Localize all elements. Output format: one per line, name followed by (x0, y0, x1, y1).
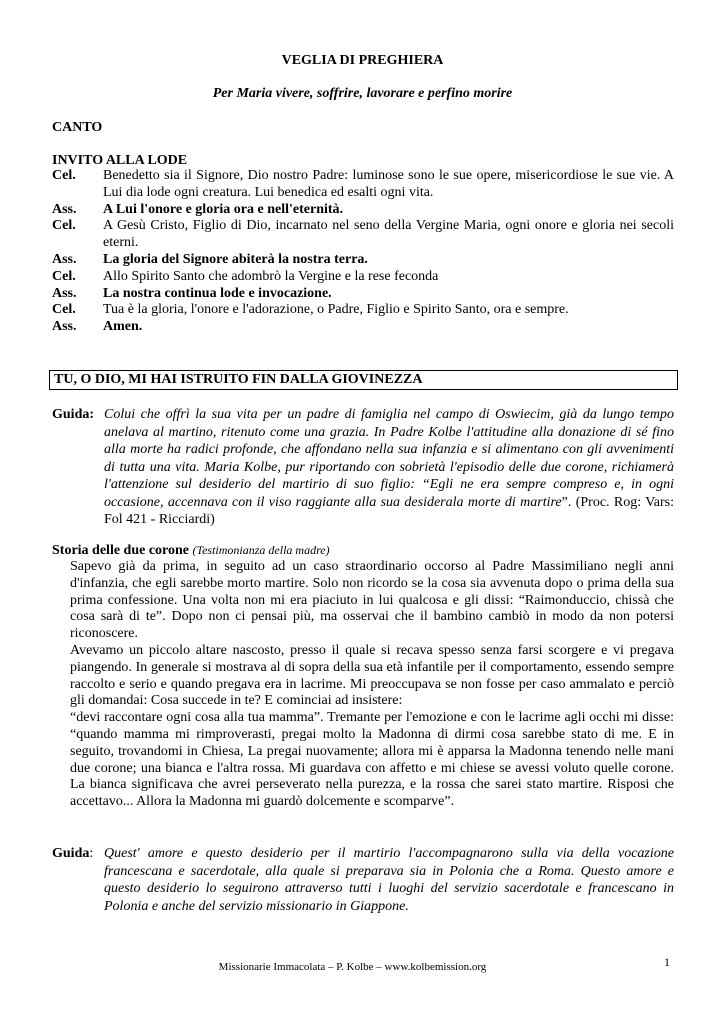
storia-paragraph: “devi raccontare ogni cosa alla tua mamma”. Tremante per l'emozione e con le lacrime agli occhi mi disse: “quando mamma mi rimproverasti, pregai molto la Madonna di dirmi cosa sarebbe stato di me. E in seguito, trovandomi in Chiesa, La pregai nuovamente; allora mi è apparsa la Madonna tenendo nelle mani due corone; una bianca e l'altra rossa. Mi guardava con affetto e mi chiese se avessi voluto quelle corone. La bianca significava che avrei perseverato nella purezza, e la rossa che sarei stato martire. Risposi che accettavo... Allora la Madonna mi guardò dolcemente e scomparve”. (70, 710, 674, 810)
document-title: VEGLIA DI PREGHIERA (281, 53, 444, 68)
litany-text: Allo Spirito Santo che adombrò la Vergine e la rese feconda (103, 268, 439, 284)
speaker: Cel. (52, 168, 76, 183)
litany-text: Amen. (103, 319, 143, 335)
litany-line (52, 269, 674, 286)
document-subtitle: Per Maria vivere, soffrire, lavorare e perfino morire (212, 86, 513, 101)
litany-text: La gloria del Signore abiterà la nostra terra. (103, 251, 368, 267)
litany-line (52, 302, 674, 319)
speaker: Ass. (52, 319, 77, 335)
litany-text: La nostra continua lode e invocazione. (103, 285, 332, 301)
guida-label (52, 845, 104, 915)
storia-title: Storia delle due corone (52, 543, 190, 558)
guida-text: Quest' amore e questo desiderio per il martirio l'accompagnarono sulla via della vocazione francescana e sacerdotale, alla quale si preparava sia in Polonia che a Roma. Questo amore e questo desiderio lo seguirono attraverso tutti i luoghi del servizio sacerdotale e francescano in Polonia e anche del servizio missionario in Giappone. (104, 846, 674, 914)
litany-line (52, 218, 674, 252)
canto-heading: CANTO (52, 120, 103, 135)
guida-text (104, 406, 674, 529)
litany-text: A Gesù Cristo, Figlio di Dio, incarnato nel seno della Vergine Maria, ogni onore e gloria nei secoli eterni. (103, 218, 674, 251)
guida-colon: : (89, 846, 94, 861)
guida-label-text: Guida (52, 846, 90, 861)
litany-text: Tua è la gloria, l'onore e l'adorazione, o Padre, Figlio e Spirito Santo, ora e sempre. (103, 302, 569, 318)
guida-quote: Colui che offrì la sua vita per un padre di famiglia nel campo di Oswiecim, già da lungo tempo anelava al martino, ritenuto come una grazia. In Padre Kolbe l'attitudine alla donazione di sé fino alla morte ha radici profonde, che affondano nella sua infanzia e si alimentano con gli avvenimenti di tutta una vita. Maria Kolbe, pur riportando con sobrietà l'episodio delle due corone, richiamerà l'attenzione sul desiderio del martirio di suo figlio: “Egli ne era sempre compreso e, in ogni occasione, accennava con il viso raggiante alla sua desiderala morte di martire (104, 407, 674, 510)
invito-heading: INVITO ALLA LODE (52, 153, 188, 168)
storia-text (70, 559, 674, 811)
litany-line (52, 168, 674, 202)
storia-heading (52, 543, 330, 559)
storia-paragraph: Avevamo un piccolo altare nascosto, presso il quale si recava spesso senza farsi scorgere e vi pregava piangendo. In generale si mostrava al di sopra della sua età infantile per il comportamento, essendo sempre raccolto e serio e quando pregava era in lacrime. Mi preoccupava se non fosse per caso ammalato e perciò gli domandai: Cosa succede in te? E cominciai ad insistere: (70, 642, 674, 709)
speaker: Cel. (52, 302, 76, 318)
storia-note: (Testimonianza della madre) (192, 543, 330, 557)
section-title-box: TU, O DIO, MI HAI ISTRUITO FIN DALLA GIOVINEZZA (49, 370, 678, 390)
litany (52, 168, 674, 336)
litany-line (52, 286, 674, 303)
speaker: Ass. (52, 285, 77, 301)
guida-label: Guida: (52, 407, 95, 422)
litany-line (52, 252, 674, 269)
guida-paragraph-2 (52, 845, 674, 915)
speaker: Cel. (52, 218, 76, 234)
litany-line (52, 319, 674, 336)
speaker: Ass. (52, 201, 77, 217)
litany-text: A Lui l'onore e gloria ora e nell'eternità. (103, 201, 344, 217)
page-footer: Missionarie Immacolata – P. Kolbe – www.kolbemission.org (218, 961, 487, 973)
speaker: Cel. (52, 268, 76, 284)
speaker: Ass. (52, 251, 77, 267)
litany-text: Benedetto sia il Signore, Dio nostro Padre: luminose sono le sue opere, misericordiose le sue vie. A Lui dia lode ogni creatura. Lui benedica ed esalti ogni vita. (103, 168, 674, 200)
guida-citation: ”. (Proc. Rog: Vars: Fol 421 - Ricciardi) (104, 494, 675, 527)
page-number: 1 (664, 955, 670, 969)
guida-paragraph-1 (52, 406, 674, 529)
litany-line (52, 202, 674, 219)
storia-paragraph: Sapevo già da prima, in seguito ad un caso straordinario occorso al Padre Massimiliano negli anni d'infanzia, che egli sarebbe morto martire. Solo non ricordo se la cosa sia avvenuta dopo o prima della sua prima confessione. Una volta non mi era piaciuto in lui qualcosa e gli dissi: “Raimonduccio, chissà che cosa sarà di te”. Dopo non ci pensai più, ma osservai che il bambino cambiò in modo da non potersi riconoscere. (70, 559, 674, 642)
